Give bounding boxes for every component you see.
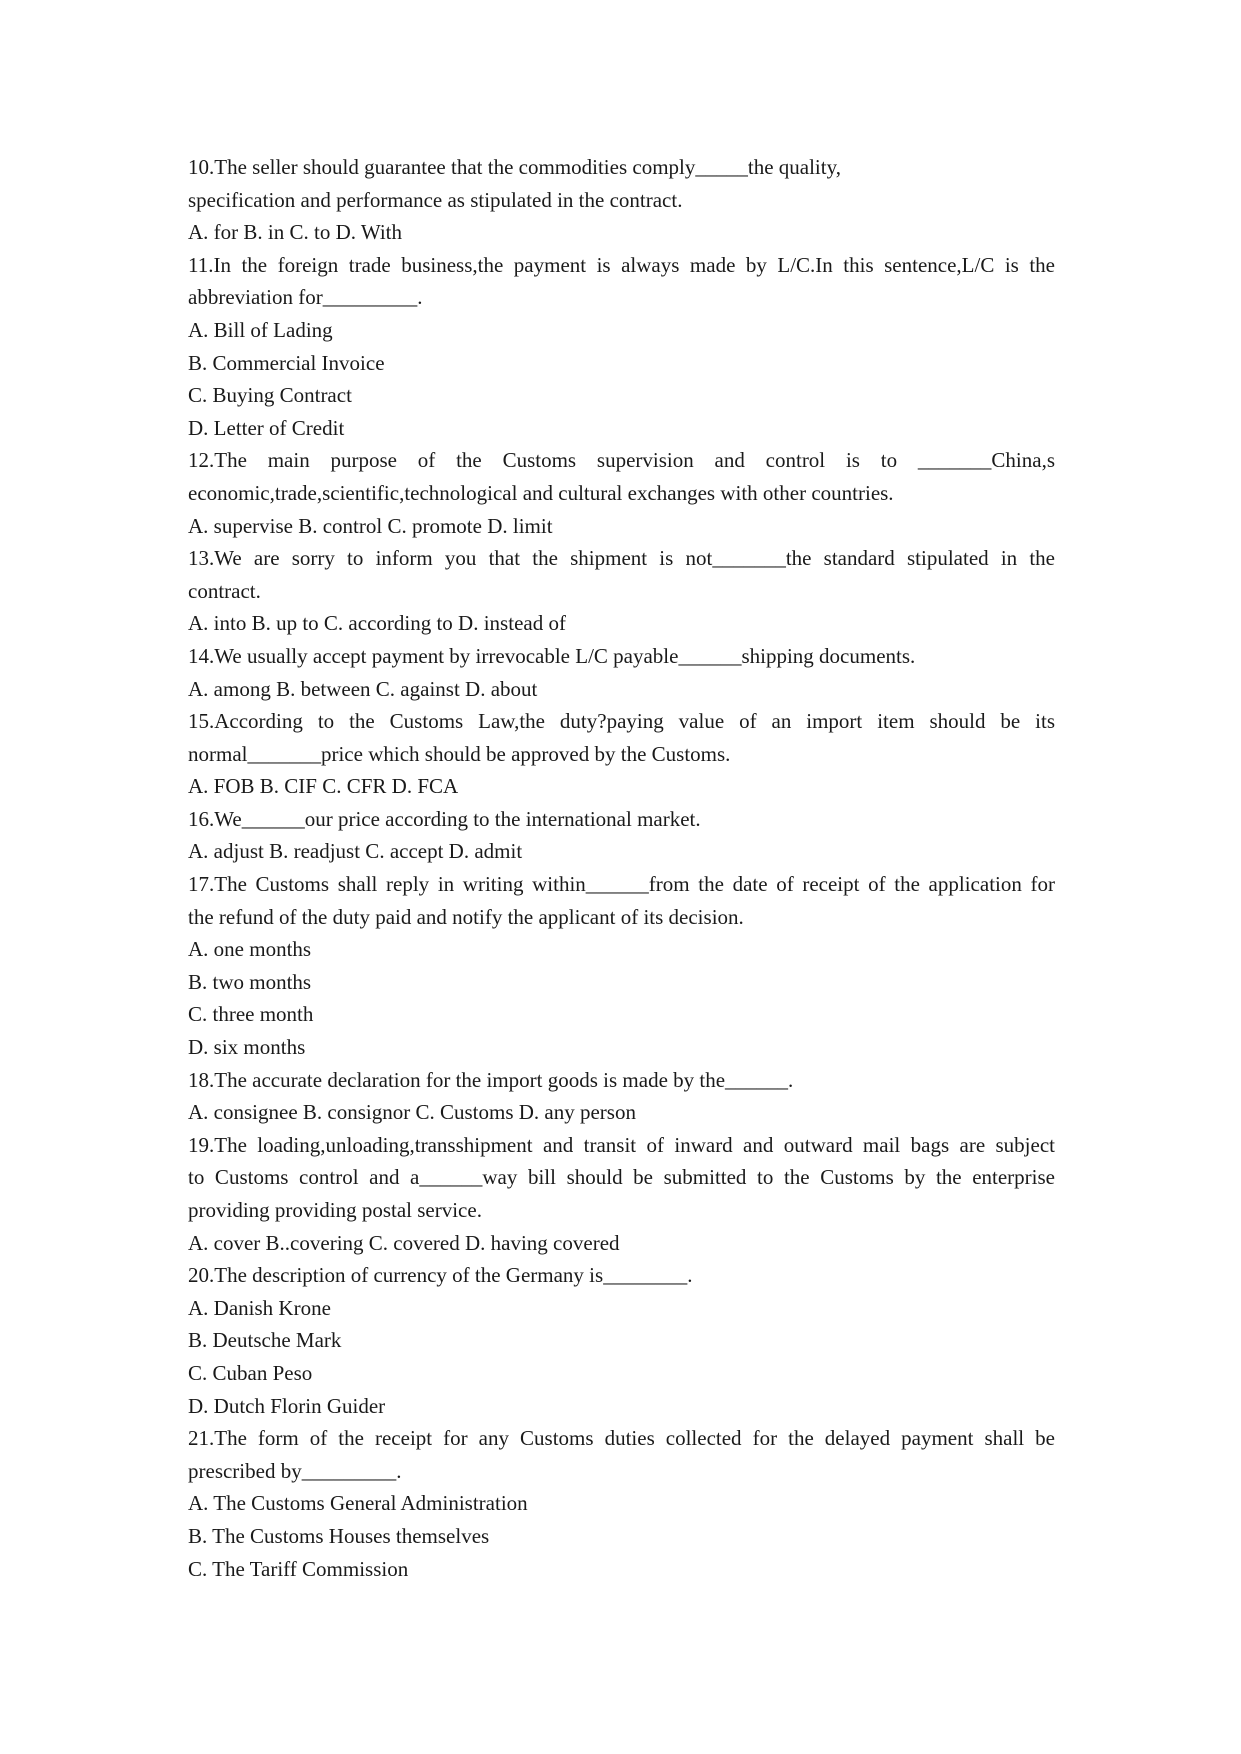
text-line: 21.The form of the receipt for any Customs duties collected for the delayed payment shall be: [188, 1426, 1055, 1451]
text-line: 10.The seller should guarantee that the commodities comply_____the quality,: [188, 155, 841, 179]
text-line: C. Cuban Peso: [188, 1360, 313, 1385]
text-line: A. FOB B. CIF C. CFR D. FCA: [188, 774, 459, 799]
text-line: A. among B. between C. against D. about: [188, 676, 538, 701]
text-line: 14.We usually accept payment by irrevocable L/C payable______shipping documents.: [188, 643, 916, 668]
text-line: B. Commercial Invoice: [188, 350, 385, 375]
text-line: contract.: [188, 578, 261, 603]
text-line: providing providing postal service.: [188, 1198, 482, 1222]
text-line: to Customs control and a______way bill should be submitted to the Customs by the enterprise: [188, 1165, 1055, 1190]
text-line: prescribed by_________.: [188, 1458, 402, 1483]
text-line: B. The Customs Houses themselves: [188, 1523, 490, 1548]
text-line: A. Danish Krone: [188, 1295, 331, 1320]
text-line: A. adjust B. readjust C. accept D. admit: [188, 839, 523, 864]
text-line: 13.We are sorry to inform you that the shipment is not_______the standard stipulated in the: [188, 546, 1055, 571]
text-line: 16.We______our price according to the international market.: [188, 806, 701, 831]
text-line: 11.In the foreign trade business,the payment is always made by L/C.In this sentence,L/C is the: [188, 252, 1055, 277]
text-line: C. three month: [188, 1002, 314, 1027]
text-line: D. six months: [188, 1035, 306, 1060]
text-line: A. supervise B. control C. promote D. limit: [188, 513, 553, 538]
text-line: economic,trade,scientific,technological and cultural exchanges with other countries.: [188, 480, 894, 505]
document-page: [188, 151, 1055, 1585]
text-line: 17.The Customs shall reply in writing within______from the date of receipt of the application for: [188, 872, 1055, 897]
text-line: A. for B. in C. to D. With: [188, 220, 403, 245]
text-line: 12.The main purpose of the Customs supervision and control is to _______China,s: [188, 448, 1055, 473]
text-line: A. Bill of Lading: [188, 317, 333, 342]
text-line: 18.The accurate declaration for the import goods is made by the______.: [188, 1067, 794, 1092]
text-line: B. Deutsche Mark: [188, 1328, 342, 1353]
text-line: A. one months: [188, 937, 312, 962]
text-line: C. The Tariff Commission: [188, 1556, 409, 1581]
text-line: A. The Customs General Administration: [188, 1491, 528, 1516]
text-line: C. Buying Contract: [188, 383, 352, 408]
text-line: abbreviation for_________.: [188, 285, 423, 310]
text-line: 20.The description of currency of the Germany is________.: [188, 1263, 693, 1288]
text-line: A. consignee B. consignor C. Customs D. any person: [188, 1100, 636, 1125]
text-line: specification and performance as stipulated in the contract.: [188, 187, 683, 212]
text-line: 19.The loading,unloading,transshipment and transit of inward and outward mail bags are subject: [188, 1132, 1055, 1157]
text-line: D. Letter of Credit: [188, 415, 345, 440]
text-line: A. into B. up to C. according to D. instead of: [188, 611, 566, 636]
text-line: A. cover B..covering C. covered D. having covered: [188, 1230, 620, 1255]
text-line: normal_______price which should be approved by the Customs.: [188, 741, 731, 766]
text-line: 15.According to the Customs Law,the duty?paying value of an import item should be its: [188, 709, 1055, 734]
text-line: D. Dutch Florin Guider: [188, 1393, 386, 1418]
text-line: B. two months: [188, 969, 312, 994]
text-line: the refund of the duty paid and notify the applicant of its decision.: [188, 904, 744, 929]
